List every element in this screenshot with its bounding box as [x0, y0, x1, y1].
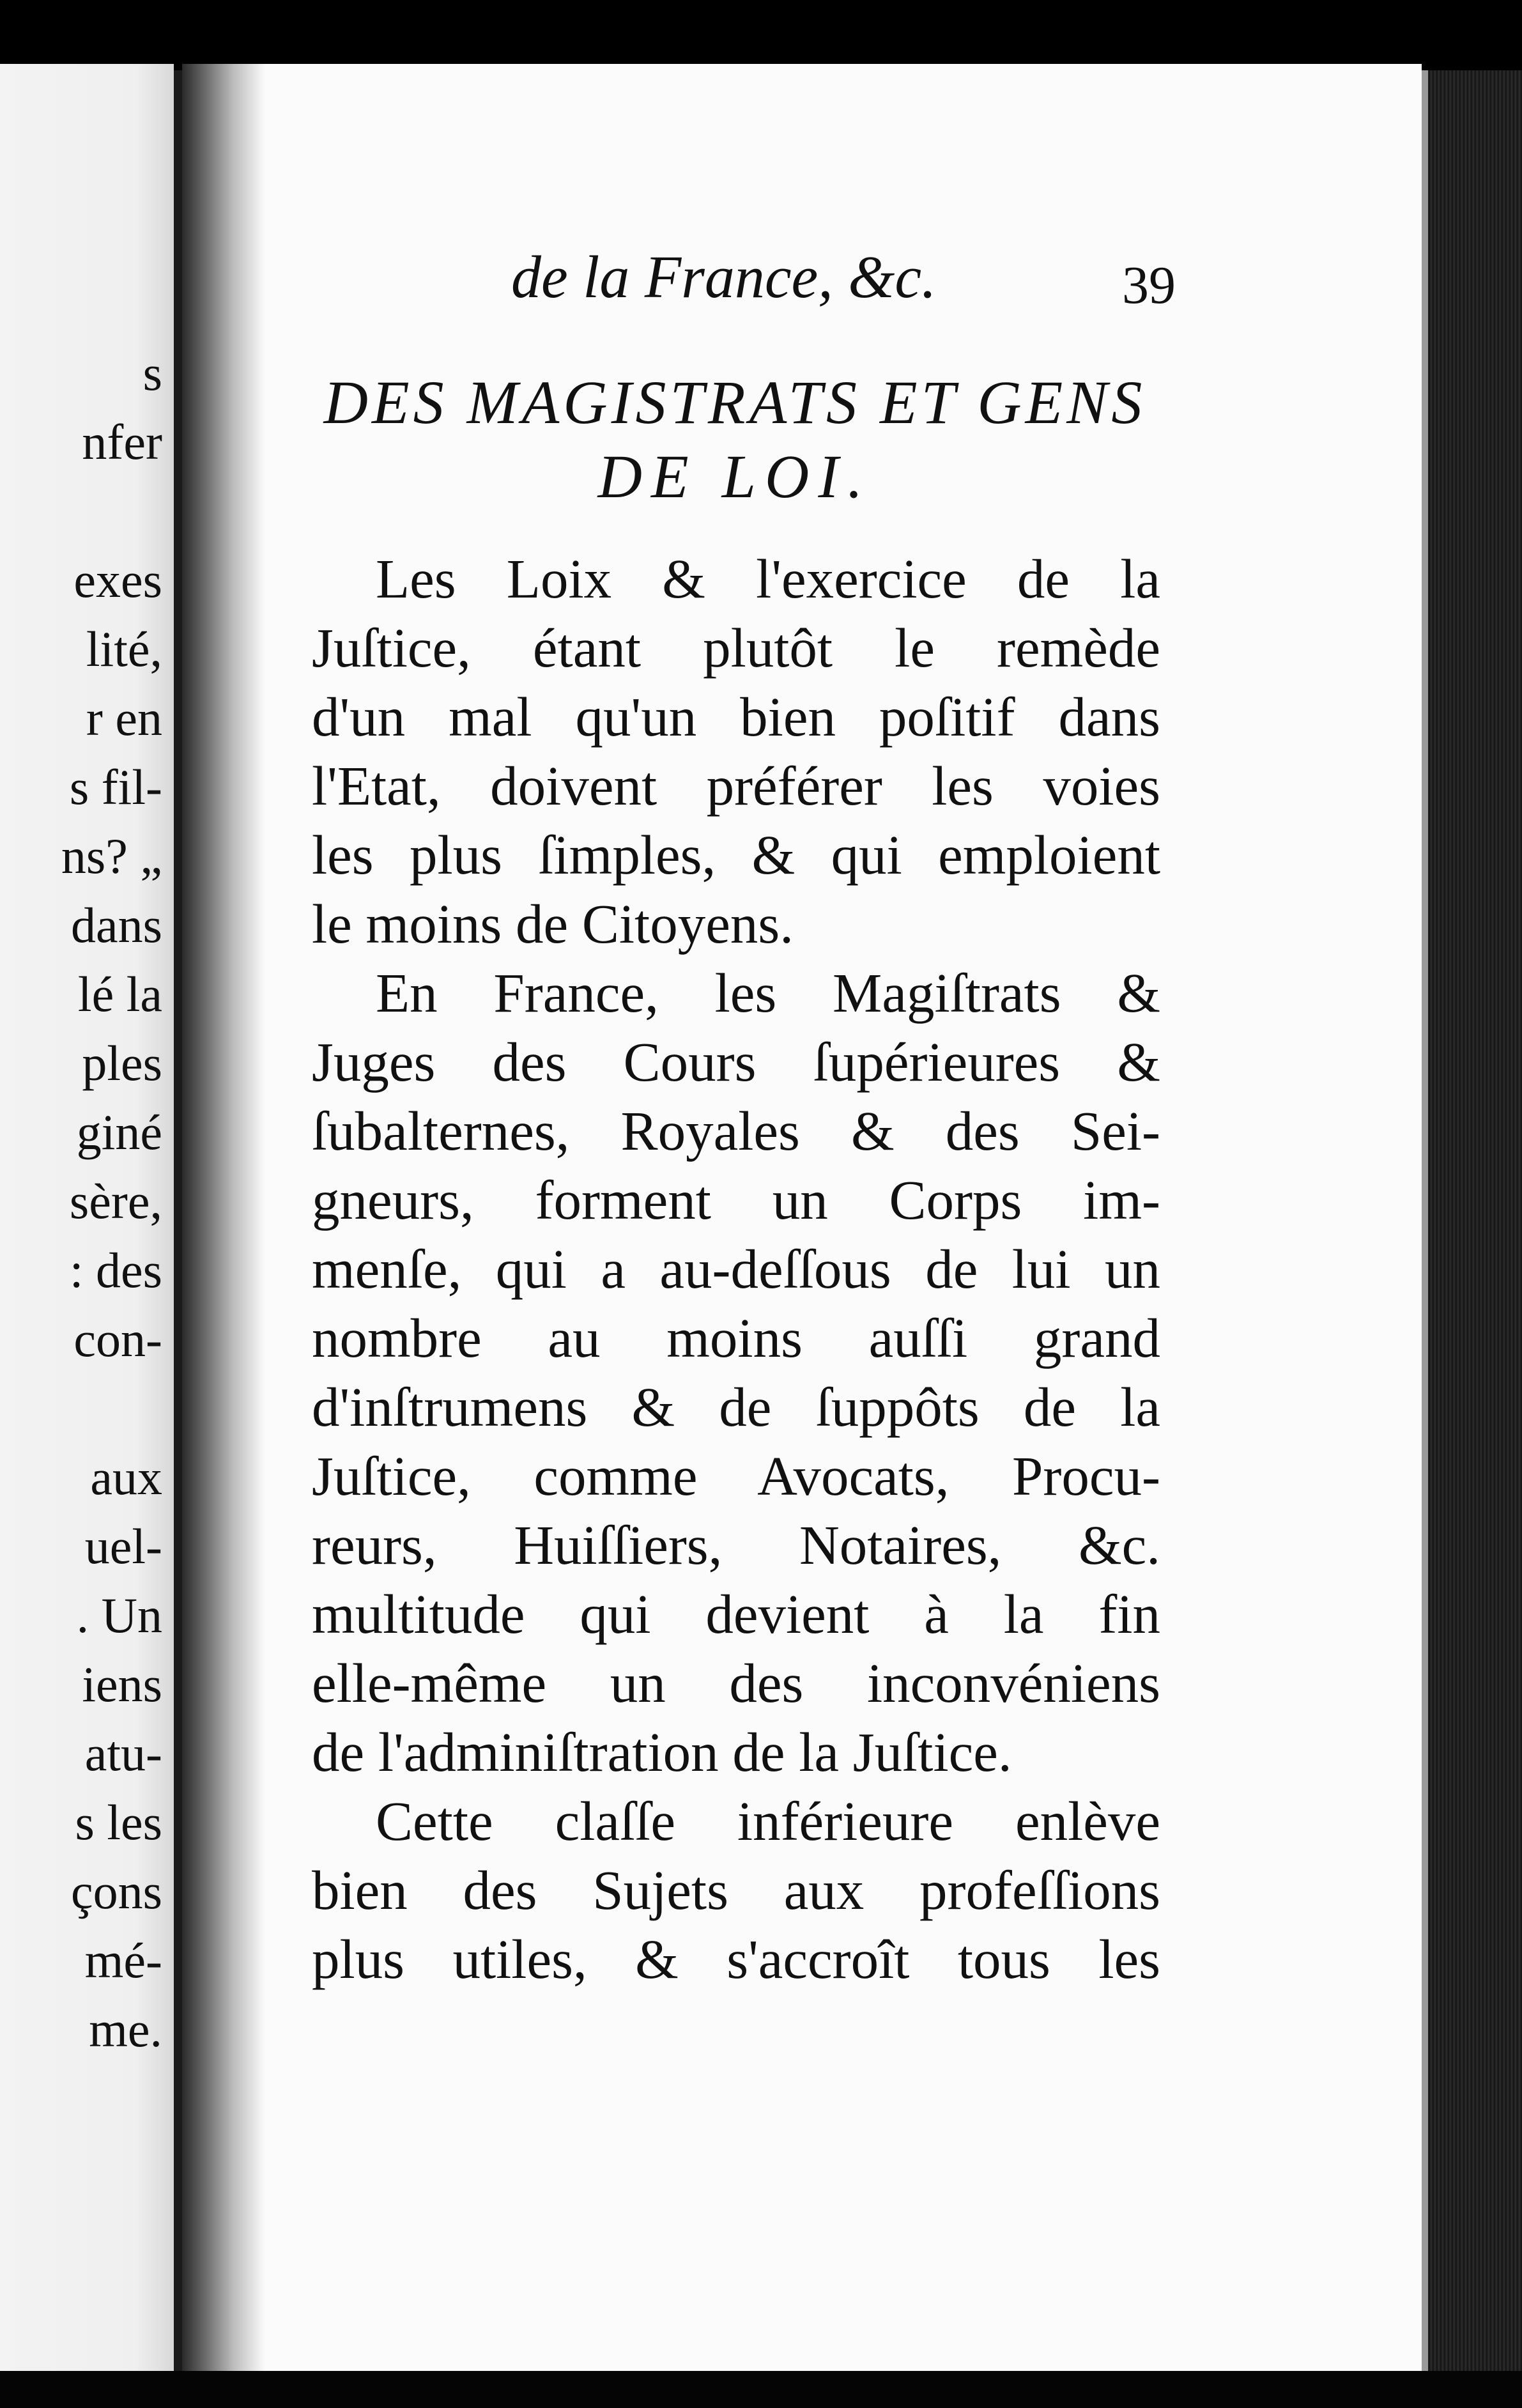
left-line: lé la: [77, 966, 162, 1022]
running-head: [511, 243, 1176, 320]
left-line: uel-: [84, 1518, 162, 1574]
left-line: iens: [82, 1656, 162, 1712]
text-line: l'Etat, doivent préférer les voies: [312, 755, 1160, 817]
left-line: atu-: [84, 1725, 162, 1781]
page-edge-stack: [1422, 70, 1522, 2371]
left-line: me.: [89, 2002, 162, 2057]
text-line: Les Loix & l'exercice de la: [376, 548, 1160, 610]
text-line: d'inſtrumens & de ſuppôts de la: [312, 1376, 1160, 1438]
page-number: 39: [1122, 256, 1176, 315]
text-line: d'un mal qu'un bien poſitif dans: [312, 686, 1160, 748]
paragraph: [312, 544, 1160, 959]
left-line: : des: [69, 1242, 162, 1298]
text-line: les plus ſimples, & qui emploient: [312, 824, 1160, 886]
left-line: exes: [73, 552, 162, 608]
text-line: Juſtice, comme Avocats, Procu-: [312, 1445, 1160, 1507]
left-line: con-: [73, 1311, 162, 1367]
running-title: de la France, &c.: [511, 244, 937, 311]
left-line: . Un: [76, 1587, 162, 1643]
left-line: dans: [71, 897, 162, 953]
left-line: ples: [82, 1035, 162, 1091]
left-line: [61, 1374, 162, 1443]
text-line: bien des Sujets aux profeſſions: [312, 1859, 1160, 1921]
section-heading-line: DE LOI.: [597, 442, 872, 511]
left-page-edge: [174, 70, 183, 2396]
left-line: aux: [90, 1449, 162, 1505]
left-line: [61, 477, 162, 546]
left-line: s les: [75, 1794, 162, 1850]
left-line: s fil-: [69, 759, 162, 815]
paragraph: [312, 1787, 1160, 1994]
gutter-shadow: [182, 64, 265, 2371]
section-heading: [307, 364, 1163, 515]
left-page: [0, 64, 174, 2396]
left-page-text-column: [61, 339, 162, 2064]
left-line: mé-: [84, 1933, 162, 1988]
left-line: s: [142, 345, 162, 401]
section-heading-line: DES MAGISTRATS ET GENS: [323, 368, 1146, 436]
text-line: de l'adminiſtration de la Juſtice.: [312, 1721, 1012, 1783]
text-line: plus utiles, & s'accroît tous les: [312, 1928, 1160, 1990]
left-line: sère,: [69, 1173, 162, 1229]
left-line: nfer: [82, 414, 162, 470]
text-line: reurs, Huiſſiers, Notaires, &c.: [312, 1514, 1160, 1576]
text-line: menſe, qui a au-deſſous de lui un: [312, 1238, 1160, 1300]
page-edge-highlight: [1422, 70, 1428, 2371]
text-line: gneurs, forment un Corps im-: [312, 1169, 1160, 1231]
text-line: nombre au moins auſſi grand: [312, 1307, 1160, 1369]
left-line: r en: [86, 690, 162, 746]
text-line: Cette claſſe inférieure enlève: [376, 1790, 1160, 1852]
text-line: elle-même un des inconvéniens: [312, 1652, 1160, 1714]
left-line: çons: [71, 1864, 162, 1919]
text-line: Juges des Cours ſupérieures &: [312, 1031, 1160, 1093]
text-line: multitude qui devient à la fin: [312, 1583, 1160, 1645]
left-line: giné: [76, 1104, 162, 1160]
text-line: Juſtice, étant plutôt le remède: [312, 617, 1160, 679]
scan-bottom-border: [0, 2371, 1522, 2408]
left-line: ns? „: [61, 828, 162, 884]
left-line: lité,: [86, 621, 162, 677]
text-line: le moins de Citoyens.: [312, 893, 794, 955]
text-line: En France, les Magiſtrats &: [376, 962, 1160, 1024]
paragraph: [312, 959, 1160, 1787]
text-line: ſubalternes, Royales & des Sei-: [312, 1100, 1160, 1162]
body-text: [312, 544, 1160, 1994]
